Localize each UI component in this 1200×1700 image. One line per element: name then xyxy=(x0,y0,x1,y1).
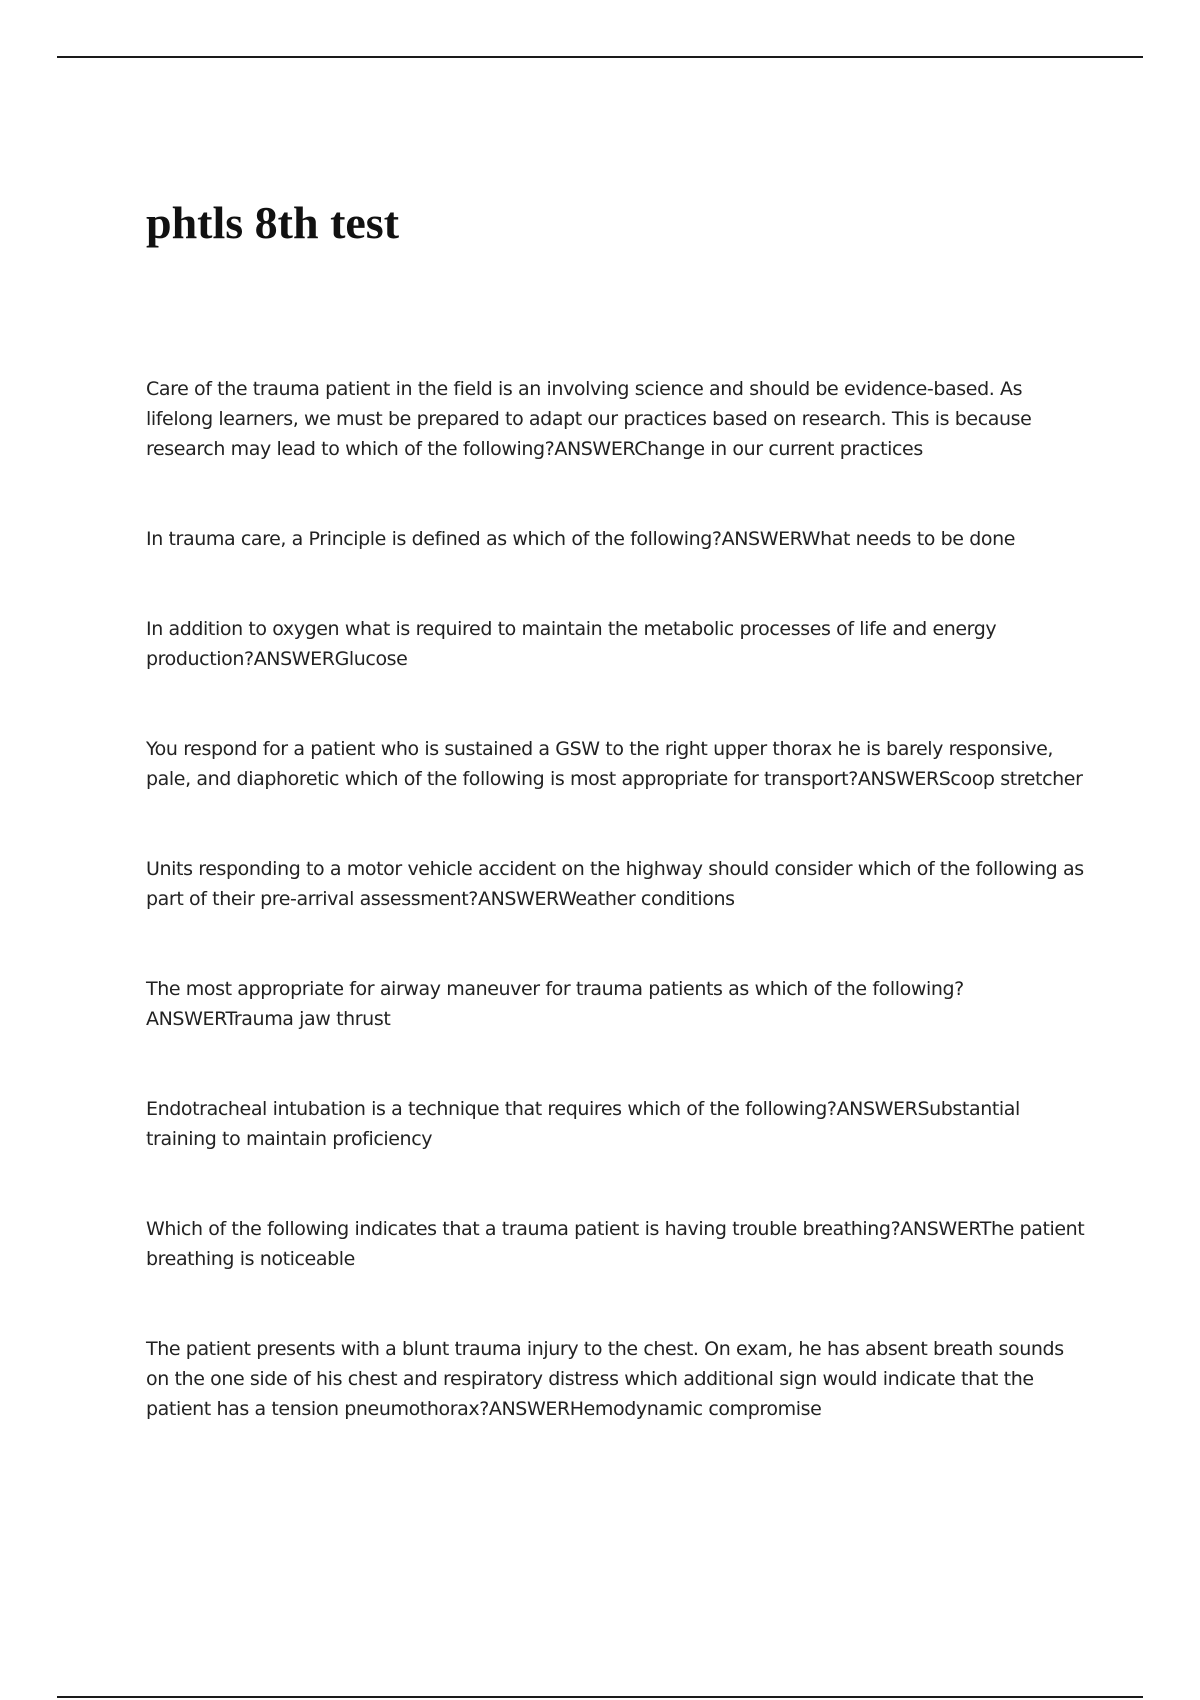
qa-item: The most appropriate for airway maneuver for trauma patients as which of the following?ANSWERTrauma jaw thrust xyxy=(146,978,964,1030)
document-title: phtls 8th test xyxy=(146,197,400,248)
qa-item: Care of the trauma patient in the field is an involving science and should be evidence-based. As lifelong learners, we must be prepared to adapt our practices based on research. This is because research may lead to which of the following?ANSWERChange in our current practices xyxy=(146,378,1032,460)
qa-item: Endotracheal intubation is a technique that requires which of the following?ANSWERSubstantial training to maintain proficiency xyxy=(146,1098,1020,1150)
qa-item: Which of the following indicates that a trauma patient is having trouble breathing?ANSWERThe patient breathing is noticeable xyxy=(146,1218,1085,1270)
qa-item: In addition to oxygen what is required to maintain the metabolic processes of life and energy production?ANSWERGlucose xyxy=(146,618,997,670)
qa-item: The patient presents with a blunt trauma injury to the chest. On exam, he has absent breath sounds on the one side of his chest and respiratory distress which additional sign would indicate that the patient has a tension pneumothorax?ANSWERHemodynamic compromise xyxy=(146,1338,1064,1420)
qa-item: You respond for a patient who is sustained a GSW to the right upper thorax he is barely responsive, pale, and diaphoretic which of the following is most appropriate for transport?ANSWERScoop stretcher xyxy=(146,738,1083,790)
bottom-divider xyxy=(57,1696,1143,1698)
qa-list xyxy=(146,374,1086,1484)
qa-item: Units responding to a motor vehicle accident on the highway should consider which of the following as part of their pre-arrival assessment?ANSWERWeather conditions xyxy=(146,858,1084,910)
qa-item: In trauma care, a Principle is defined as which of the following?ANSWERWhat needs to be done xyxy=(146,528,1016,550)
top-divider xyxy=(57,56,1143,58)
